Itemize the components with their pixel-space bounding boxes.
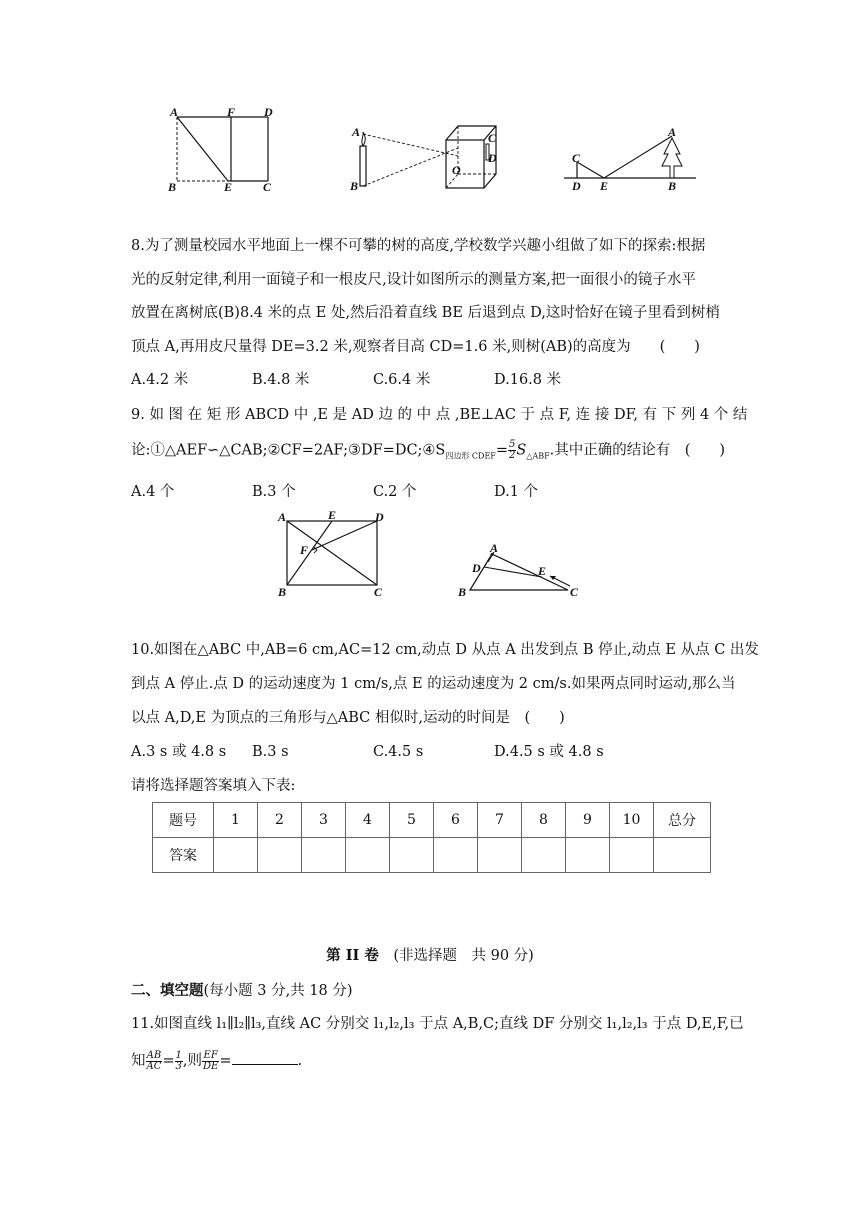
answer-cell[interactable] — [566, 838, 610, 873]
q8-option-b: B.4.8 米 — [252, 372, 310, 388]
q10-option-c: C.4.5 s — [373, 744, 424, 760]
figure-rectangle-fold — [160, 104, 290, 196]
q11-line-2 — [131, 1050, 731, 1072]
answer-cell[interactable] — [302, 838, 346, 873]
label-f: F — [227, 105, 236, 119]
q8-option-a: A.4.2 米 — [131, 372, 189, 388]
answer-cell[interactable] — [478, 838, 522, 873]
q11-f1-num: AB — [146, 1049, 162, 1061]
q8-line-4: 顶点 A,再用皮尺量得 DE=3.2 米,观察者目高 CD=1.6 米,则树(AB)的高度为 ( ) — [131, 339, 700, 355]
q8-line-3: 放置在离树底(B)8.4 米的点 E 处,然后沿着直线 BE 后退到点 D,这时恰好在镜子里看到树梢 — [131, 305, 720, 321]
q10-option-a: A.3 s 或 4.8 s — [131, 744, 227, 760]
header-cell: 5 — [390, 803, 434, 838]
label-e: E — [328, 508, 337, 522]
q9-option-b: B.3 个 — [252, 484, 296, 500]
q8-line-2: 光的反射定律,利用一面镜子和一根皮尺,设计如图所示的测量方案,把一面很小的镜子水平 — [131, 272, 696, 288]
q11-f2-den: 3 — [175, 1060, 182, 1072]
q11-f3-num: EF — [203, 1049, 218, 1061]
label-e: E — [538, 564, 547, 578]
label-a: A — [352, 125, 361, 139]
q11-fraction-1 — [146, 1051, 163, 1072]
q11-fraction-3 — [202, 1051, 219, 1072]
q11-f3-den: DE — [203, 1060, 219, 1072]
label-b: B — [458, 585, 467, 599]
label-c: C — [374, 585, 383, 599]
label-c: C — [488, 131, 497, 145]
header-cell: 4 — [346, 803, 390, 838]
answer-cell[interactable] — [434, 838, 478, 873]
q10-option-b: B.3 s — [252, 744, 289, 760]
header-cell: 总分 — [654, 803, 711, 838]
answer-cell[interactable] — [522, 838, 566, 873]
q9-option-c: C.2 个 — [373, 484, 417, 500]
answer-cell[interactable] — [258, 838, 302, 873]
header-cell: 10 — [610, 803, 654, 838]
q11-fraction-2 — [175, 1051, 183, 1072]
label-c: C — [570, 585, 579, 599]
q11-end: . — [297, 1053, 303, 1069]
label-b: B — [168, 180, 177, 194]
q11-eq-1: = — [162, 1053, 175, 1069]
header-cell: 题号 — [153, 803, 214, 838]
q9-line-2-text: 论:①△AEF∽△CAB;②CF=2AF;③DF=DC;④S — [131, 442, 446, 459]
figure-triangle-abc — [452, 540, 592, 602]
q9-frac-den: 2 — [509, 450, 516, 461]
q10-line-3: 以点 A,D,E 为顶点的三角形与△ABC 相似时,运动的时间是 ( ) — [131, 710, 565, 726]
label-d: D — [472, 561, 481, 575]
label-c: C — [572, 151, 581, 165]
label-a: A — [668, 125, 677, 139]
header-cell: 7 — [478, 803, 522, 838]
label-o: O — [452, 163, 461, 177]
q9-subscript-quad: 四边形 CDEF — [445, 451, 496, 461]
fill-in-heading-bold: 二、填空题 — [131, 982, 204, 999]
label-d: D — [572, 179, 581, 193]
figure-pinhole-box — [346, 118, 506, 196]
figure-mirror-tree — [560, 124, 700, 196]
q10-line-1: 10.如图在△ABC 中,AB=6 cm,AC=12 cm,动点 D 从点 A 出发到点 B 停止,动点 E 从点 C 出发 — [131, 642, 759, 658]
header-cell: 8 — [522, 803, 566, 838]
q9-line-2 — [131, 440, 731, 466]
label-b: B — [668, 179, 677, 193]
q9-subscript-tri: △ABF — [526, 451, 550, 461]
fill-in-heading — [131, 981, 731, 1001]
answer-table-intro: 请将选择题答案填入下表: — [131, 778, 296, 794]
q9-line-1: 9. 如 图 在 矩 形 ABCD 中 ,E 是 AD 边 的 中 点 ,BE⊥AC 于 点 F, 连 接 DF, 有 下 列 4 个 结 — [131, 407, 748, 423]
label-f: F — [300, 543, 309, 557]
q8-line-1: 8.为了测量校园水平地面上一棵不可攀的树的高度,学校数学兴趣小组做了如下的探索:根据 — [131, 238, 706, 254]
q11-f1-den: AC — [146, 1060, 162, 1072]
q9-equals: = — [495, 442, 508, 459]
section-2-title-bold: 第 II 卷 — [326, 947, 379, 964]
label-d: D — [488, 151, 497, 165]
answer-cell[interactable] — [654, 838, 711, 873]
figure-rectangle-abcd — [272, 508, 392, 602]
header-cell: 2 — [258, 803, 302, 838]
label-e: E — [224, 180, 233, 194]
section-2-title-rest: (非选择题 共 90 分) — [378, 948, 534, 964]
q9-line-2-end: .其中正确的结论有 ( ) — [549, 442, 726, 459]
header-cell: 6 — [434, 803, 478, 838]
q9-area-s: S — [516, 442, 527, 459]
label-e: E — [600, 179, 609, 193]
answer-table — [152, 802, 711, 873]
q11-f2-num: 1 — [175, 1049, 182, 1061]
q11-answer-blank[interactable] — [232, 1050, 298, 1065]
q11-text-start: 知 — [131, 1053, 146, 1069]
header-cell: 3 — [302, 803, 346, 838]
header-cell: 9 — [566, 803, 610, 838]
section-2-title — [0, 946, 860, 966]
q9-frac-num: 5 — [509, 439, 516, 450]
answer-row-label: 答案 — [153, 838, 214, 873]
q9-option-a: A.4 个 — [131, 484, 175, 500]
answer-cell[interactable] — [214, 838, 258, 873]
answer-cell[interactable] — [610, 838, 654, 873]
answer-cell[interactable] — [346, 838, 390, 873]
fill-in-heading-rest: (每小题 3 分,共 18 分) — [203, 983, 353, 999]
answer-table-answer-row — [153, 838, 711, 873]
answer-cell[interactable] — [390, 838, 434, 873]
label-c: C — [263, 180, 272, 194]
q10-line-2: 到点 A 停止.点 D 的运动速度为 1 cm/s,点 E 的运动速度为 2 cm/s.如果两点同时运动,那么当 — [131, 676, 736, 692]
q9-option-d: D.1 个 — [494, 484, 539, 500]
label-a: A — [278, 510, 287, 524]
q10-option-d: D.4.5 s 或 4.8 s — [494, 744, 604, 760]
q11-mid: ,则 — [182, 1053, 203, 1069]
q8-option-d: D.16.8 米 — [494, 372, 562, 388]
q8-option-c: C.6.4 米 — [373, 372, 431, 388]
header-cell: 1 — [214, 803, 258, 838]
label-b: B — [278, 585, 287, 599]
answer-table-header-row — [153, 803, 711, 838]
label-d: D — [375, 510, 384, 524]
label-b: B — [350, 179, 359, 193]
label-a: A — [170, 105, 179, 119]
q11-line-1: 11.如图直线 l₁∥l₂∥l₃,直线 AC 分别交 l₁,l₂,l₃ 于点 A,B,C;直线 DF 分别交 l₁,l₂,l₃ 于点 D,E,F,已 — [131, 1016, 744, 1032]
q11-eq-2: = — [219, 1053, 232, 1069]
label-d: D — [264, 105, 273, 119]
label-a: A — [490, 541, 499, 555]
